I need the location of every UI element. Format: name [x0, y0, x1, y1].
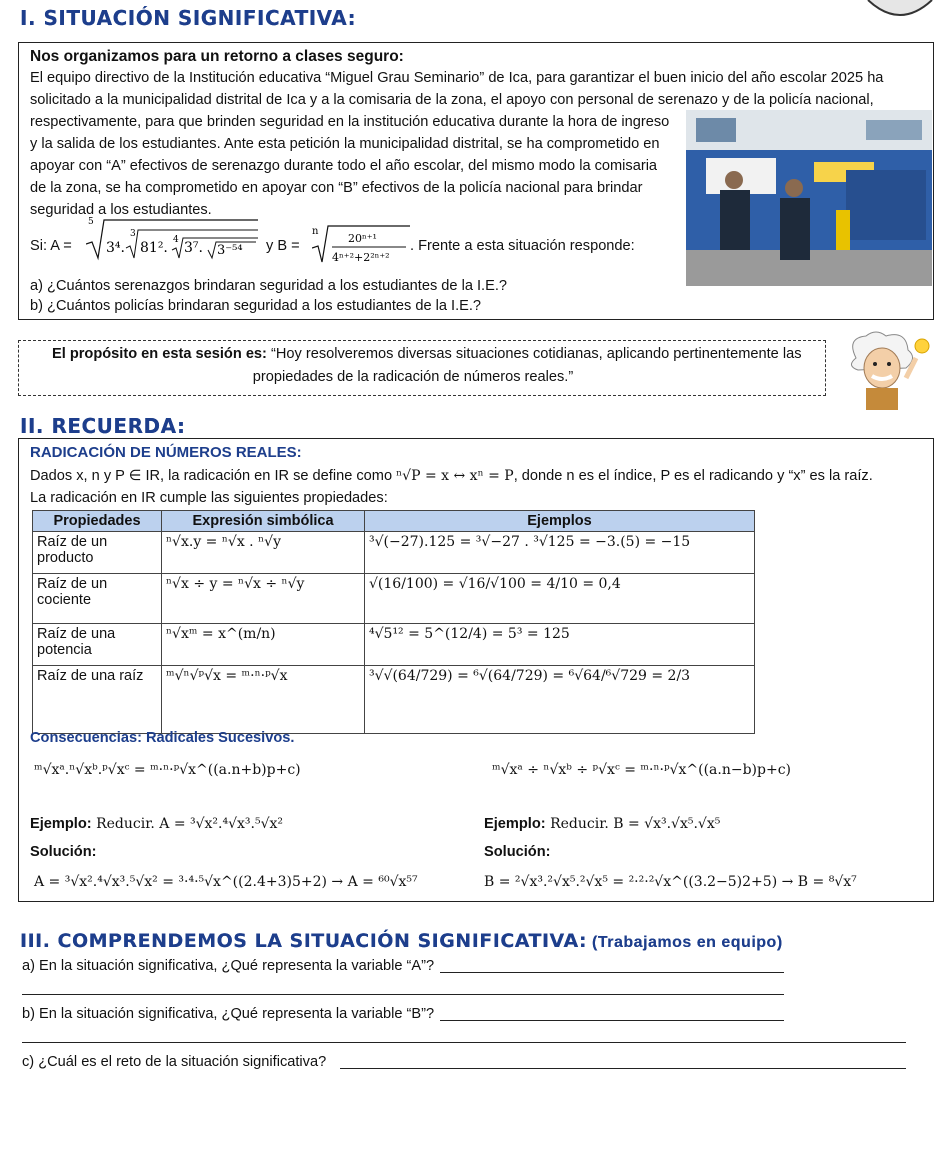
answer-line-a[interactable] — [440, 972, 784, 973]
solution-right: B = ²√x³.²√x⁵.²√x⁵ = ²·²·²√x^((3.2−5)2+5) → B = ⁸√x⁷ — [484, 874, 857, 890]
situation-line-5: apoyar con “A” efectivos de serenazgo durante todo el año escolar, del mismo modo la comisaria — [30, 158, 658, 174]
solution-left: A = ³√x².⁴√x³.⁵√x² = ³·⁴·⁵√x^((2.4+3)5+2) → A = ⁶⁰√x⁵⁷ — [34, 874, 418, 890]
answer-line-b[interactable] — [440, 1020, 784, 1021]
svg-text:3⁴.: 3⁴. — [106, 240, 125, 256]
question-a: a) ¿Cuántos serenazgos brindaran seguridad a los estudiantes de la I.E.? — [30, 278, 508, 294]
example-right-text: Reducir. B = √x³.√x⁵.√x⁵ — [545, 816, 721, 832]
scientist-character-icon — [836, 328, 936, 414]
solution-right-label: Solución: — [484, 844, 551, 860]
example-cell: ³√√(64/729) = ⁶√(64/729) = ⁶√64/⁶√729 = 2/3 — [365, 666, 755, 734]
answer-line-b2[interactable] — [22, 1042, 906, 1043]
expression-cell: ⁿ√x ÷ y = ⁿ√x ÷ ⁿ√y — [162, 574, 365, 624]
question-b: b) ¿Cuántos policías brindaran seguridad a los estudiantes de la I.E.? — [30, 298, 482, 314]
decorative-circle-icon — [860, 0, 940, 22]
section-3-subtitle: (Trabajamos en equipo) — [587, 934, 783, 951]
purpose-text-1: “Hoy resolveremos diversas situaciones cotidianas, aplicando pertinentemente las — [266, 346, 802, 362]
table-row — [33, 666, 755, 734]
section-1-title: I. SITUACIÓN SIGNIFICATIVA: — [20, 6, 357, 30]
school-entrance-photo — [686, 110, 932, 286]
svg-text:5: 5 — [88, 217, 94, 227]
situation-line-2: solicitado a la municipalidad distrital de Ica y a la comisaria de la zona, el apoyo con personal de serenazo y de la policía nacional, — [30, 92, 874, 108]
frente-text: . Frente a esta situación responde: — [410, 238, 635, 254]
header-examples: Ejemplos — [365, 511, 755, 532]
svg-text:4ⁿ⁺²+2²ⁿ⁺²: 4ⁿ⁺²+2²ⁿ⁺² — [332, 251, 390, 264]
property-cell: Raíz de una potencia — [33, 624, 162, 666]
rule-left: ᵐ√xᵃ.ⁿ√xᵇ.ᵖ√xᶜ = ᵐ·ⁿ·ᵖ√x^((a.n+b)p+c) — [34, 762, 301, 778]
purpose-line-2: propiedades de la radicación de números reales.” — [252, 369, 574, 385]
svg-text:81².: 81². — [140, 240, 168, 256]
section-2-title: II. RECUERDA: — [20, 414, 186, 438]
expression-cell: ᵐ√ⁿ√ᵖ√x = ᵐ·ⁿ·ᵖ√x — [162, 666, 365, 734]
example-right-label: Ejemplo: — [484, 816, 546, 832]
svg-text:3: 3 — [130, 229, 136, 239]
situation-line-1: El equipo directivo de la Institución educativa “Miguel Grau Seminario” de Ica, para garantizar el buen inicio del año escolar 2025 ha — [30, 70, 884, 86]
situation-line-7: seguridad a los estudiantes. — [30, 202, 212, 218]
property-cell: Raíz de un producto — [33, 532, 162, 574]
y-label: y B = — [266, 238, 300, 254]
table-row — [33, 532, 755, 574]
header-properties: Propiedades — [33, 511, 162, 532]
expression-cell: ⁿ√x.y = ⁿ√x . ⁿ√y — [162, 532, 365, 574]
property-cell: Raíz de un cociente — [33, 574, 162, 624]
svg-text:3⁻⁵⁴: 3⁻⁵⁴ — [217, 243, 243, 258]
solution-left-label: Solución: — [30, 844, 97, 860]
si-label: Si: A = — [30, 238, 72, 254]
table-header-row — [33, 511, 755, 532]
svg-text:3⁷.: 3⁷. — [184, 240, 203, 256]
answer-line-a2[interactable] — [22, 994, 784, 995]
properties-intro: La radicación en IR cumple las siguientes propiedades: — [30, 490, 388, 506]
svg-text:n: n — [312, 226, 319, 237]
situation-heading: Nos organizamos para un retorno a clases seguro: — [30, 48, 404, 65]
table-row — [33, 624, 755, 666]
property-cell: Raíz de una raíz — [33, 666, 162, 734]
purpose-label: El propósito en esta sesión es: — [52, 346, 267, 362]
svg-text:20ⁿ⁺¹: 20ⁿ⁺¹ — [348, 232, 377, 245]
properties-table — [32, 510, 755, 734]
consequences-heading: Consecuencias: Radicales Sucesivos. — [30, 730, 295, 746]
definition-line — [30, 466, 930, 488]
question-3a: a) En la situación significativa, ¿Qué representa la variable “A”? — [22, 958, 435, 974]
example-cell: ³√(−27).125 = ³√−27 . ³√125 = −3.(5) = −15 — [365, 532, 755, 574]
example-cell: √(16/100) = √16/√100 = 4/10 = 0,4 — [365, 574, 755, 624]
radicacion-heading: RADICACIÓN DE NÚMEROS REALES: — [30, 444, 302, 461]
situation-line-4: y la salida de los estudiantes. Ante esta petición la municipalidad distrital, se ha comprometido en — [30, 136, 660, 152]
example-right — [484, 814, 720, 836]
definition-part-2: , donde n es el índice, P es el radicando y “x” es la raíz. — [513, 468, 873, 484]
section-3-title — [20, 930, 783, 952]
purpose-line-1 — [52, 344, 812, 366]
example-left — [30, 814, 283, 836]
expression-cell: ⁿ√xᵐ = x^(m/n) — [162, 624, 365, 666]
answer-line-c[interactable] — [340, 1068, 906, 1069]
example-left-label: Ejemplo: — [30, 816, 92, 832]
formula-a — [86, 212, 266, 262]
example-left-text: Reducir. A = ³√x².⁴√x³.⁵√x² — [91, 816, 284, 832]
header-expression: Expresión simbólica — [162, 511, 365, 532]
definition-formula: ⁿ√P = x ↔ xⁿ = P — [396, 468, 514, 484]
situation-line-3: respectivamente, para que brinden seguridad en la institución educativa durante la hora de ingreso — [30, 114, 670, 130]
rule-right: ᵐ√xᵃ ÷ ⁿ√xᵇ ÷ ᵖ√xᶜ = ᵐ·ⁿ·ᵖ√x^((a.n−b)p+c) — [492, 762, 792, 778]
svg-text:4: 4 — [173, 235, 179, 245]
formula-b — [312, 222, 412, 266]
situation-line-6: de la zona, se ha comprometido en apoyar con “B” efectivos de la policía nacional para brindar — [30, 180, 643, 196]
table-row — [33, 574, 755, 624]
definition-part-1: Dados x, n y P ∈ IR, la radicación en IR se define como — [30, 468, 397, 484]
question-3b: b) En la situación significativa, ¿Qué representa la variable “B”? — [22, 1006, 435, 1022]
question-3c: c) ¿Cuál es el reto de la situación significativa? — [22, 1054, 327, 1070]
example-cell: ⁴√5¹² = 5^(12/4) = 5³ = 125 — [365, 624, 755, 666]
section-3-title-text: III. COMPRENDEMOS LA SITUACIÓN SIGNIFICATIVA: — [20, 930, 588, 952]
